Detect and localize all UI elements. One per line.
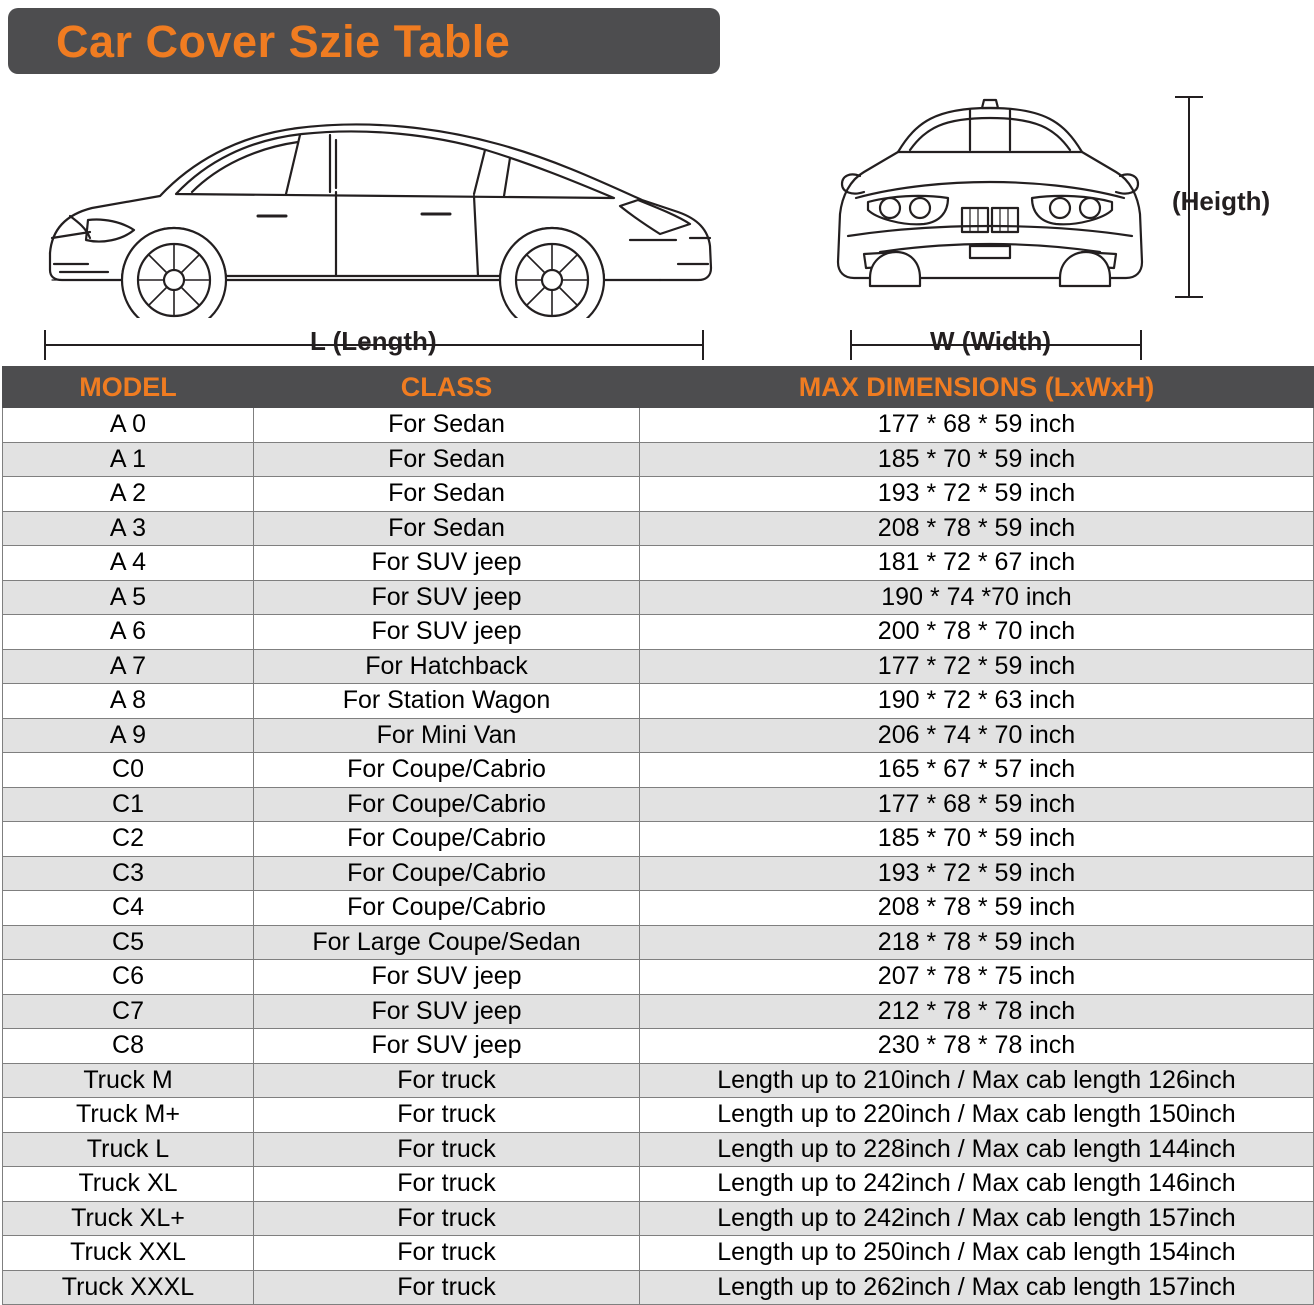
- table-row: [3, 960, 1314, 995]
- cell-max-dimensions: 181 * 72 * 67 inch: [640, 546, 1314, 581]
- table-row: [3, 580, 1314, 615]
- table-row: [3, 1029, 1314, 1064]
- width-label: W (Width): [930, 326, 1052, 356]
- table-row: [3, 1063, 1314, 1098]
- cell-max-dimensions: 218 * 78 * 59 inch: [640, 925, 1314, 960]
- table-row: [3, 1236, 1314, 1271]
- cell-model: A 9: [3, 718, 254, 753]
- cell-model: C6: [3, 960, 254, 995]
- cell-class: For truck: [254, 1167, 640, 1202]
- table-row: [3, 546, 1314, 581]
- cell-max-dimensions: 185 * 70 * 59 inch: [640, 442, 1314, 477]
- car-side-view-icon: [30, 88, 730, 318]
- cell-max-dimensions: 185 * 70 * 59 inch: [640, 822, 1314, 857]
- cell-max-dimensions: Length up to 242inch / Max cab length 157inch: [640, 1201, 1314, 1236]
- cell-class: For truck: [254, 1236, 640, 1271]
- table-row: [3, 477, 1314, 512]
- cell-model: C7: [3, 994, 254, 1029]
- table-row: [3, 408, 1314, 443]
- table-row: [3, 822, 1314, 857]
- cell-class: For Station Wagon: [254, 684, 640, 719]
- cell-max-dimensions: Length up to 210inch / Max cab length 126inch: [640, 1063, 1314, 1098]
- cell-max-dimensions: Length up to 220inch / Max cab length 150inch: [640, 1098, 1314, 1133]
- car-front-view-icon: [820, 86, 1160, 316]
- cell-model: C4: [3, 891, 254, 926]
- cell-class: For Mini Van: [254, 718, 640, 753]
- cell-max-dimensions: Length up to 262inch / Max cab length 157inch: [640, 1270, 1314, 1305]
- cell-model: A 0: [3, 408, 254, 443]
- cell-model: Truck M: [3, 1063, 254, 1098]
- cell-class: For Sedan: [254, 408, 640, 443]
- cell-class: For SUV jeep: [254, 1029, 640, 1064]
- cell-model: A 5: [3, 580, 254, 615]
- table-row: [3, 615, 1314, 650]
- cell-model: Truck XXXL: [3, 1270, 254, 1305]
- header-class: CLASS: [254, 367, 640, 408]
- cell-model: A 2: [3, 477, 254, 512]
- table-row: [3, 1270, 1314, 1305]
- cell-max-dimensions: 230 * 78 * 78 inch: [640, 1029, 1314, 1064]
- table-row: [3, 1132, 1314, 1167]
- cell-max-dimensions: 177 * 68 * 59 inch: [640, 787, 1314, 822]
- cell-class: For Large Coupe/Sedan: [254, 925, 640, 960]
- cell-class: For SUV jeep: [254, 960, 640, 995]
- cell-model: A 3: [3, 511, 254, 546]
- cell-class: For SUV jeep: [254, 994, 640, 1029]
- cell-max-dimensions: 193 * 72 * 59 inch: [640, 477, 1314, 512]
- table-row: [3, 1201, 1314, 1236]
- cell-max-dimensions: 177 * 68 * 59 inch: [640, 408, 1314, 443]
- table-row: [3, 511, 1314, 546]
- cell-class: For Sedan: [254, 511, 640, 546]
- cell-class: For SUV jeep: [254, 615, 640, 650]
- table-row: [3, 787, 1314, 822]
- cell-model: Truck XL: [3, 1167, 254, 1202]
- cell-model: A 1: [3, 442, 254, 477]
- cell-model: C3: [3, 856, 254, 891]
- page-title: Car Cover Szie Table: [56, 15, 511, 67]
- cell-class: For Sedan: [254, 477, 640, 512]
- cell-max-dimensions: 207 * 78 * 75 inch: [640, 960, 1314, 995]
- cell-max-dimensions: 193 * 72 * 59 inch: [640, 856, 1314, 891]
- table-row: [3, 442, 1314, 477]
- cell-class: For Sedan: [254, 442, 640, 477]
- cell-max-dimensions: 206 * 74 * 70 inch: [640, 718, 1314, 753]
- table-row: [3, 1167, 1314, 1202]
- cell-class: For truck: [254, 1063, 640, 1098]
- cell-class: For Coupe/Cabrio: [254, 822, 640, 857]
- cell-max-dimensions: Length up to 242inch / Max cab length 146inch: [640, 1167, 1314, 1202]
- cell-model: C2: [3, 822, 254, 857]
- table-row: [3, 925, 1314, 960]
- length-label: L (Length): [310, 326, 437, 356]
- cell-class: For truck: [254, 1270, 640, 1305]
- table-row: [3, 856, 1314, 891]
- cell-class: For Hatchback: [254, 649, 640, 684]
- cell-model: C8: [3, 1029, 254, 1064]
- table-row: [3, 718, 1314, 753]
- cell-max-dimensions: 190 * 74 *70 inch: [640, 580, 1314, 615]
- cell-class: For truck: [254, 1132, 640, 1167]
- size-table: [2, 366, 1314, 1305]
- height-label: (Heigth): [1172, 186, 1271, 216]
- cell-class: For truck: [254, 1098, 640, 1133]
- cell-max-dimensions: 165 * 67 * 57 inch: [640, 753, 1314, 788]
- header-model: MODEL: [3, 367, 254, 408]
- cell-model: Truck XXL: [3, 1236, 254, 1271]
- cell-class: For SUV jeep: [254, 580, 640, 615]
- cell-model: Truck L: [3, 1132, 254, 1167]
- cell-max-dimensions: Length up to 250inch / Max cab length 154inch: [640, 1236, 1314, 1271]
- page-title-bar: [8, 8, 720, 74]
- cell-class: For SUV jeep: [254, 546, 640, 581]
- cell-class: For truck: [254, 1201, 640, 1236]
- height-dim-bottom-cap: [1175, 296, 1203, 298]
- cell-model: Truck M+: [3, 1098, 254, 1133]
- cell-class: For Coupe/Cabrio: [254, 891, 640, 926]
- cell-model: C1: [3, 787, 254, 822]
- header-max-dimensions: MAX DIMENSIONS (LxWxH): [640, 367, 1314, 408]
- cell-model: A 7: [3, 649, 254, 684]
- table-row: [3, 1098, 1314, 1133]
- cell-max-dimensions: 208 * 78 * 59 inch: [640, 891, 1314, 926]
- cell-max-dimensions: 200 * 78 * 70 inch: [640, 615, 1314, 650]
- cell-model: C5: [3, 925, 254, 960]
- cell-max-dimensions: 208 * 78 * 59 inch: [640, 511, 1314, 546]
- cell-class: For Coupe/Cabrio: [254, 753, 640, 788]
- cell-max-dimensions: 212 * 78 * 78 inch: [640, 994, 1314, 1029]
- table-header-row: [3, 367, 1314, 408]
- cell-max-dimensions: Length up to 228inch / Max cab length 144inch: [640, 1132, 1314, 1167]
- table-row: [3, 684, 1314, 719]
- cell-model: C0: [3, 753, 254, 788]
- table-row: [3, 753, 1314, 788]
- cell-model: A 8: [3, 684, 254, 719]
- table-row: [3, 891, 1314, 926]
- cell-max-dimensions: 190 * 72 * 63 inch: [640, 684, 1314, 719]
- table-body: [3, 408, 1314, 1305]
- table-row: [3, 994, 1314, 1029]
- cell-class: For Coupe/Cabrio: [254, 856, 640, 891]
- cell-model: A 6: [3, 615, 254, 650]
- cell-max-dimensions: 177 * 72 * 59 inch: [640, 649, 1314, 684]
- cell-class: For Coupe/Cabrio: [254, 787, 640, 822]
- table-row: [3, 649, 1314, 684]
- cell-model: Truck XL+: [3, 1201, 254, 1236]
- illustration-area: [0, 78, 1314, 363]
- cell-model: A 4: [3, 546, 254, 581]
